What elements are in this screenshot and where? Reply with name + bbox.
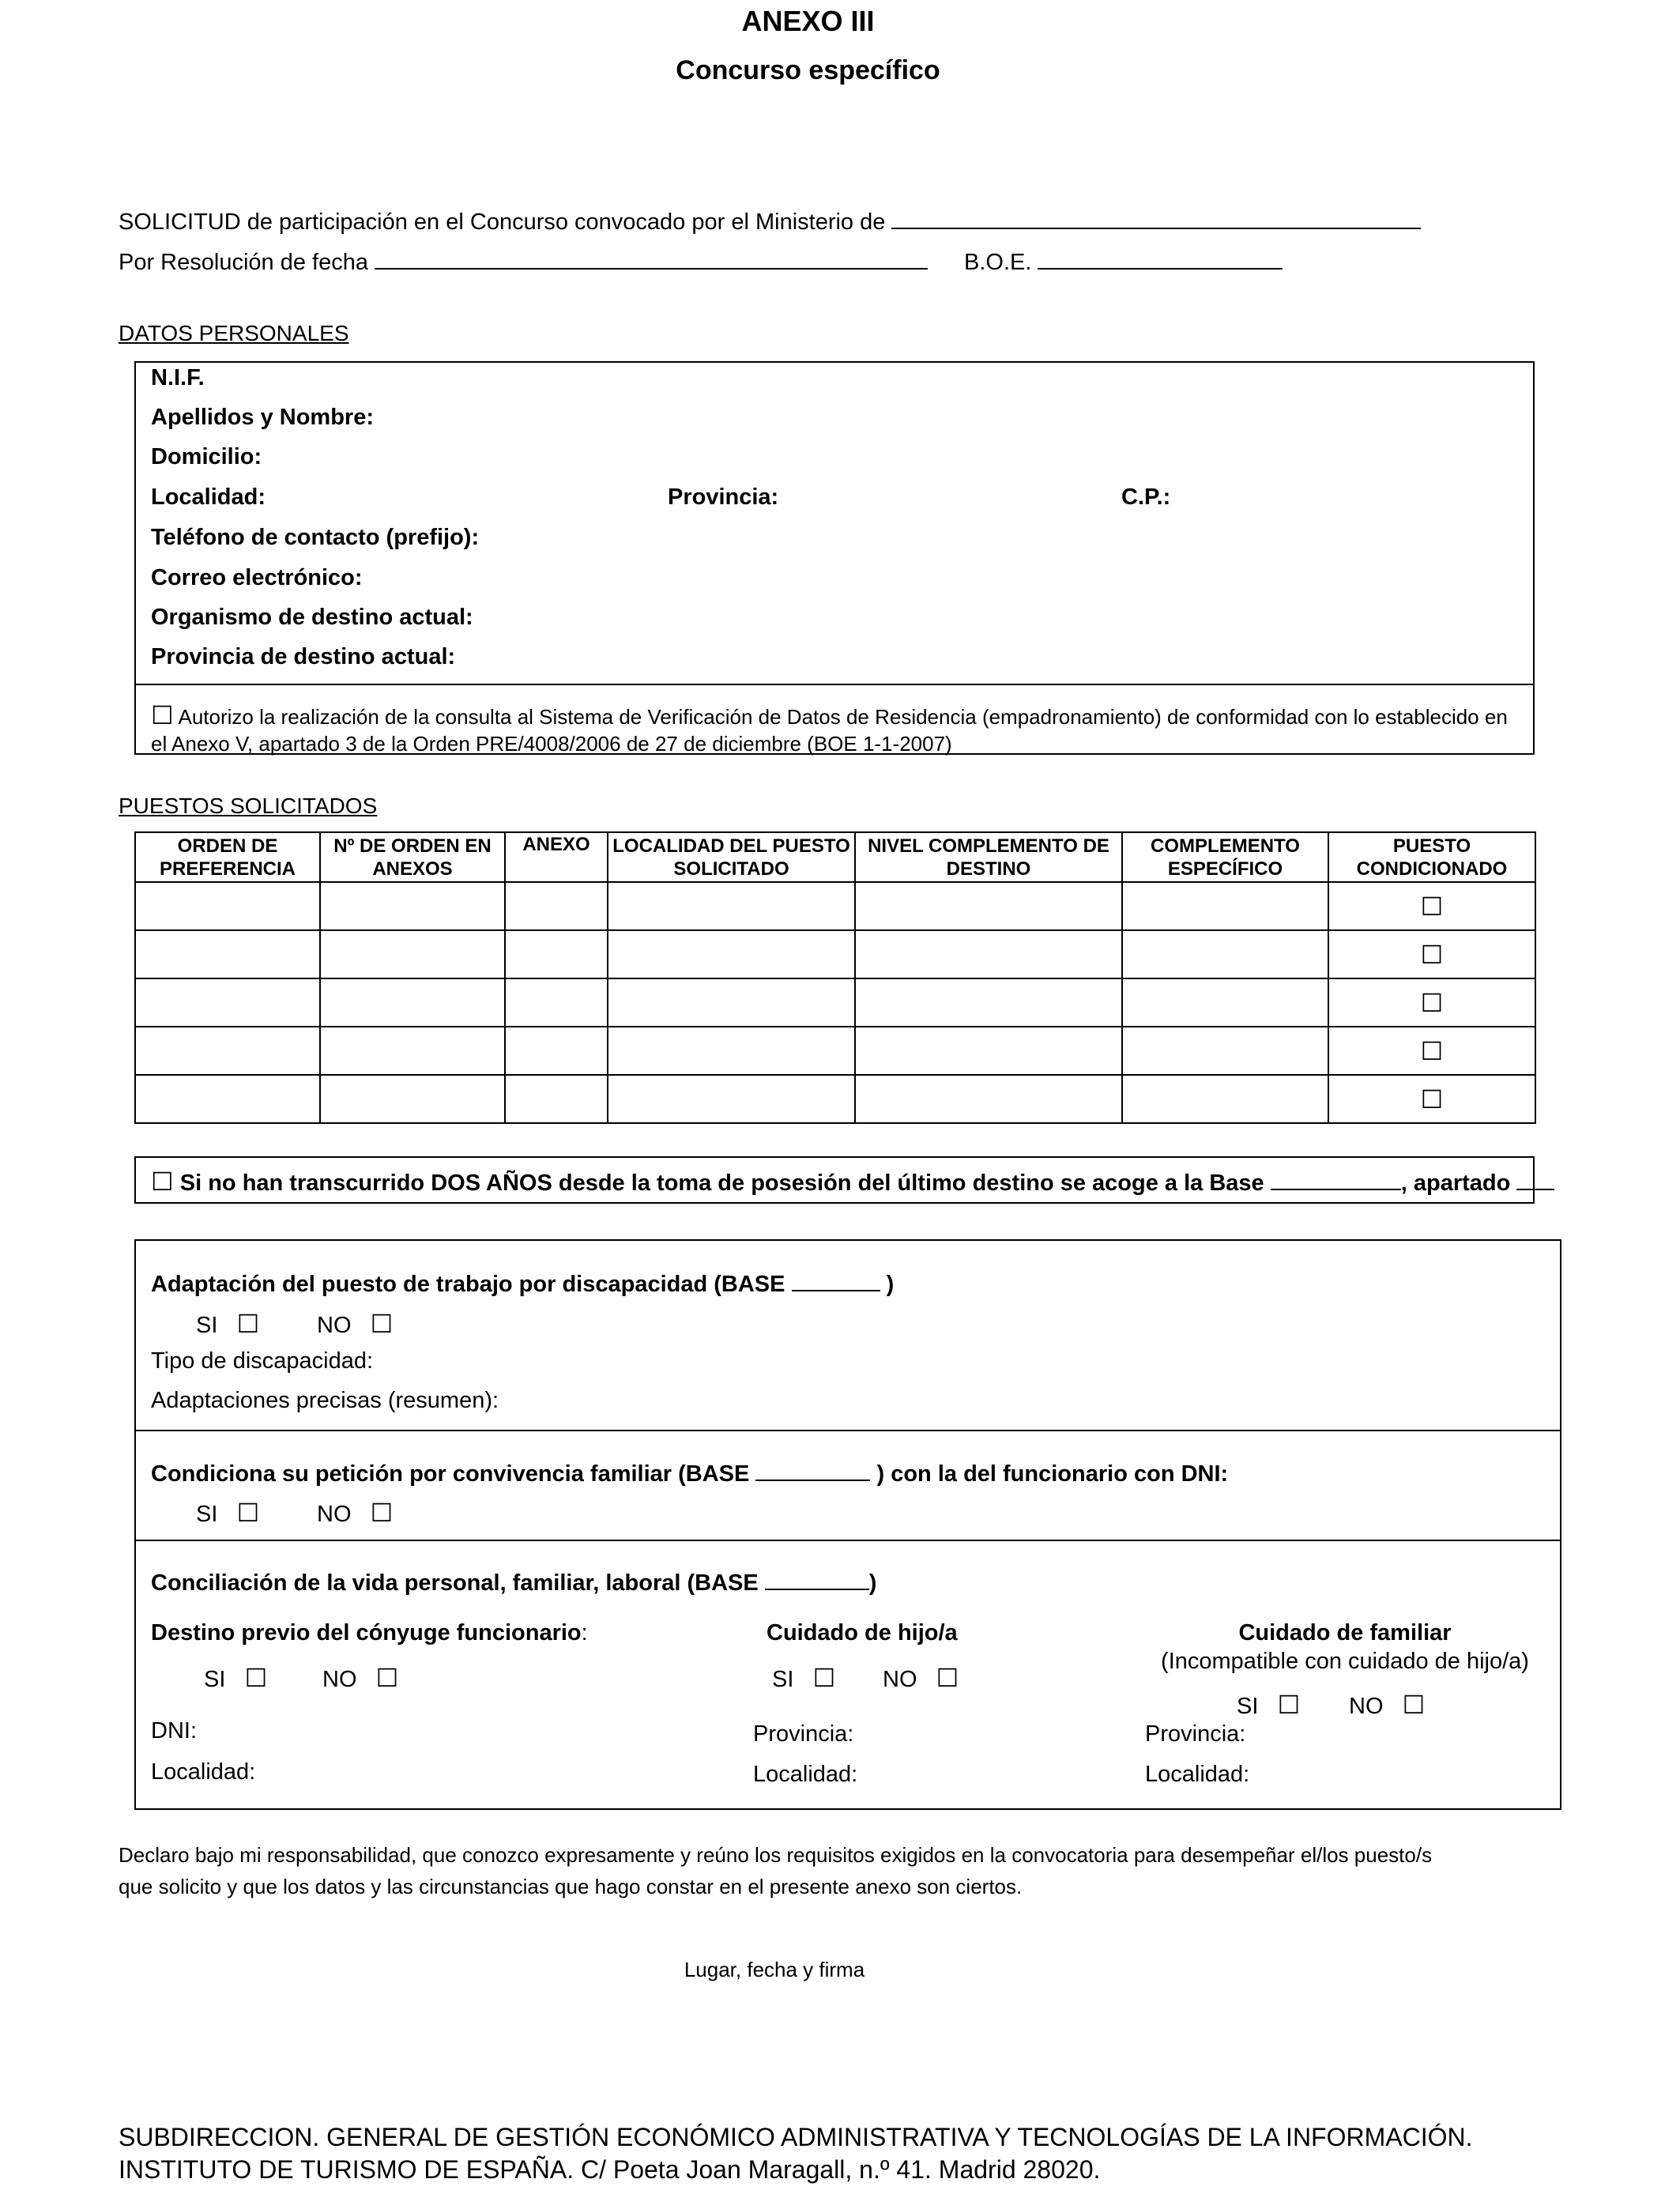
- cell-complemento[interactable]: [1122, 978, 1328, 1027]
- adaptacion-si-label: SI: [196, 1313, 218, 1338]
- provincia-destino-label: Provincia de destino actual:: [151, 644, 456, 669]
- provincia-label: Provincia:: [668, 484, 779, 510]
- declaracion-line1: Declaro bajo mi responsabilidad, que conozco expresamente y reúno los requisitos exigidos en la convocatoria para desempeñar el/los puesto/s: [119, 1843, 1433, 1867]
- dos-anos-text-c: desde la toma de posesión del último destino se acoge a la Base: [552, 1171, 1264, 1196]
- cell-orden[interactable]: [135, 1027, 320, 1075]
- cell-orden[interactable]: [135, 930, 320, 978]
- cell-num[interactable]: [320, 930, 505, 978]
- familiar-no-option: [1349, 1690, 1425, 1720]
- apellidos-label: Apellidos y Nombre:: [151, 405, 374, 430]
- cell-anexo[interactable]: [505, 1027, 608, 1075]
- localidad-conyuge-label: Localidad:: [151, 1759, 256, 1785]
- checkbox-icon[interactable]: ☐: [1420, 1084, 1444, 1114]
- cell-nivel[interactable]: [855, 882, 1122, 930]
- cell-num[interactable]: [320, 978, 505, 1027]
- cell-orden[interactable]: [135, 882, 320, 930]
- dos-anos-text-b: DOS AÑOS: [431, 1171, 552, 1196]
- destino-si-checkbox-icon[interactable]: ☐: [244, 1663, 268, 1693]
- cell-num[interactable]: [320, 1027, 505, 1075]
- telefono-label: Teléfono de contacto (prefijo):: [151, 525, 480, 550]
- cell-condicionado: [1328, 882, 1535, 930]
- autorizo-text-1: Autorizo la realización de la consulta al Sistema de Verificación de Datos de Residencia (empadronamiento) de conformidad con lo establecido en: [178, 705, 1508, 729]
- cell-orden[interactable]: [135, 978, 320, 1027]
- destino-no-option: [322, 1663, 398, 1693]
- col-complemento: COMPLEMENTO ESPECÍFICO: [1122, 832, 1328, 882]
- resolucion-fecha-field[interactable]: [375, 246, 928, 270]
- apartado-field[interactable]: [1516, 1167, 1554, 1190]
- cell-localidad[interactable]: [608, 882, 855, 930]
- checkbox-icon[interactable]: ☐: [1420, 1035, 1444, 1066]
- checkbox-icon[interactable]: ☐: [1420, 987, 1444, 1018]
- document-subtitle: Concurso específico: [676, 55, 940, 85]
- col-orden-preferencia: ORDEN DE PREFERENCIA: [135, 832, 320, 882]
- provincia-hijo-label: Provincia:: [753, 1721, 854, 1747]
- conciliacion-title: [151, 1566, 876, 1596]
- firma-label: Lugar, fecha y firma: [684, 1958, 865, 1981]
- convivencia-base-field[interactable]: [755, 1457, 870, 1481]
- cell-nivel[interactable]: [855, 978, 1122, 1027]
- cell-anexo[interactable]: [505, 978, 608, 1027]
- familiar-si-option: [1237, 1690, 1300, 1720]
- autorizo-text-2: el Anexo V, apartado 3 de la Orden PRE/4008/2006 de 27 de diciembre (BOE 1-1-2007): [151, 732, 952, 756]
- destino-si-label: SI: [204, 1667, 226, 1692]
- cell-nivel[interactable]: [855, 1027, 1122, 1075]
- hijo-no-label: NO: [883, 1667, 917, 1692]
- table-row: [135, 978, 1535, 1027]
- boe-field[interactable]: [1038, 246, 1283, 270]
- table-row: [135, 1075, 1535, 1123]
- adaptacion-si-option: [196, 1309, 259, 1339]
- cell-localidad[interactable]: [608, 1027, 855, 1075]
- destino-previo-colon: :: [581, 1620, 588, 1646]
- solicitud-text: SOLICITUD de participación en el Concurso convocado por el Ministerio de: [119, 209, 886, 235]
- resolucion-text: Por Resolución de fecha: [119, 250, 368, 275]
- cell-anexo[interactable]: [505, 1075, 608, 1123]
- cuidado-hijo-label: Cuidado de hijo/a: [767, 1620, 958, 1646]
- declaracion-line2: que solicito y que los datos y las circunstancias que hago constar en el presente anexo son ciertos.: [119, 1875, 1023, 1898]
- nif-label: N.I.F.: [151, 365, 205, 390]
- col-num-orden: Nº DE ORDEN EN ANEXOS: [320, 832, 505, 882]
- condiciones-box: [134, 1239, 1561, 1810]
- familiar-si-checkbox-icon[interactable]: ☐: [1277, 1690, 1301, 1720]
- cell-nivel[interactable]: [855, 930, 1122, 978]
- convivencia-si-label: SI: [196, 1502, 218, 1527]
- convivencia-si-checkbox-icon[interactable]: ☐: [236, 1498, 260, 1528]
- adaptacion-title: [151, 1268, 894, 1298]
- destino-previo-label: [151, 1620, 588, 1646]
- col-localidad: LOCALIDAD DEL PUESTO SOLICITADO: [608, 832, 855, 882]
- datos-personales-box: [134, 361, 1535, 755]
- cell-nivel[interactable]: [855, 1075, 1122, 1123]
- cell-anexo[interactable]: [505, 930, 608, 978]
- destino-si-option: [204, 1663, 267, 1693]
- divider: [136, 1430, 1560, 1431]
- puestos-table: [134, 831, 1536, 1124]
- dos-anos-text-d: , apartado: [1400, 1171, 1511, 1196]
- adaptacion-title-text: Adaptación del puesto de trabajo por discapacidad (BASE: [151, 1272, 785, 1297]
- base-field[interactable]: [1271, 1167, 1401, 1190]
- boe-label: B.O.E.: [964, 250, 1032, 275]
- destino-no-checkbox-icon[interactable]: ☐: [375, 1663, 399, 1693]
- conciliacion-title-end: ): [868, 1570, 877, 1596]
- divider: [136, 684, 1533, 685]
- dos-anos-checkbox-icon[interactable]: ☐: [151, 1167, 174, 1197]
- dos-anos-box: [134, 1156, 1535, 1204]
- convivencia-title-text: Condiciona su petición por convivencia familiar (BASE: [151, 1461, 750, 1487]
- table-row: [135, 930, 1535, 978]
- familiar-no-checkbox-icon[interactable]: ☐: [1402, 1690, 1426, 1720]
- adaptacion-no-label: NO: [317, 1313, 352, 1338]
- cell-condicionado: [1328, 930, 1535, 978]
- destino-no-label: NO: [322, 1667, 357, 1692]
- dos-anos-text-a: Si no han transcurrido: [179, 1171, 431, 1196]
- cell-condicionado: [1328, 1075, 1535, 1123]
- convivencia-no-option: [317, 1498, 393, 1528]
- familiar-si-label: SI: [1237, 1694, 1259, 1719]
- table-row: [135, 1027, 1535, 1075]
- hijo-no-option: [883, 1663, 959, 1693]
- dni-label: DNI:: [151, 1718, 197, 1744]
- resolucion-line: [119, 246, 928, 276]
- familiar-no-label: NO: [1349, 1694, 1384, 1719]
- divider: [136, 1540, 1560, 1541]
- cell-orden[interactable]: [135, 1075, 320, 1123]
- localidad-hijo-label: Localidad:: [753, 1762, 858, 1787]
- tipo-discapacidad-label: Tipo de discapacidad:: [151, 1348, 374, 1374]
- table-row: [135, 882, 1535, 930]
- cell-localidad[interactable]: [608, 930, 855, 978]
- convivencia-no-checkbox-icon[interactable]: ☐: [370, 1498, 394, 1528]
- ministerio-field[interactable]: [891, 205, 1421, 229]
- puestos-heading: PUESTOS SOLICITADOS: [119, 794, 378, 818]
- convivencia-title: [151, 1457, 1228, 1487]
- datos-personales-heading: DATOS PERSONALES: [119, 321, 349, 345]
- cell-localidad[interactable]: [608, 1075, 855, 1123]
- domicilio-label: Domicilio:: [151, 444, 262, 469]
- document-title: ANEXO III: [741, 5, 875, 37]
- cell-complemento[interactable]: [1122, 1075, 1328, 1123]
- hijo-si-option: [772, 1663, 835, 1693]
- adaptacion-no-checkbox-icon[interactable]: ☐: [370, 1309, 394, 1339]
- correo-label: Correo electrónico:: [151, 565, 363, 590]
- convivencia-si-option: [196, 1498, 259, 1528]
- cell-localidad[interactable]: [608, 978, 855, 1027]
- destino-previo-text: Destino previo del cónyuge funcionario: [151, 1620, 582, 1646]
- localidad-familiar-label: Localidad:: [1145, 1762, 1250, 1787]
- hijo-si-checkbox-icon[interactable]: ☐: [812, 1663, 836, 1693]
- cell-complemento[interactable]: [1122, 1027, 1328, 1075]
- puestos-header-row: [135, 832, 1535, 882]
- cell-anexo[interactable]: [505, 882, 608, 930]
- localidad-label: Localidad:: [151, 484, 266, 510]
- boe-line: [964, 246, 1283, 276]
- col-nivel: NIVEL COMPLEMENTO DE DESTINO: [855, 832, 1122, 882]
- cell-condicionado: [1328, 978, 1535, 1027]
- footer-line1: SUBDIRECCION. GENERAL DE GESTIÓN ECONÓMICO ADMINISTRATIVA Y TECNOLOGÍAS DE LA INFORMACIÓN.: [119, 2123, 1473, 2151]
- cell-num[interactable]: [320, 1075, 505, 1123]
- adaptaciones-label: Adaptaciones precisas (resumen):: [151, 1388, 499, 1413]
- autorizo-checkbox-icon[interactable]: ☐: [151, 700, 174, 730]
- cuidado-familiar-label: Cuidado de familiar: [1238, 1620, 1452, 1646]
- conciliacion-base-field[interactable]: [765, 1566, 869, 1590]
- cell-num[interactable]: [320, 882, 505, 930]
- cell-complemento[interactable]: [1122, 882, 1328, 930]
- adaptacion-no-option: [317, 1309, 393, 1339]
- autorizo-line1: [151, 700, 1508, 730]
- checkbox-icon[interactable]: ☐: [1420, 939, 1444, 970]
- footer-line2: INSTITUTO DE TURISMO DE ESPAÑA. C/ Poeta Joan Maragall, n.º 41. Madrid 28020.: [119, 2155, 1101, 2184]
- col-anexo: ANEXO: [505, 832, 608, 882]
- hijo-si-label: SI: [772, 1667, 794, 1692]
- dos-anos-line: [151, 1167, 1554, 1197]
- cell-complemento[interactable]: [1122, 930, 1328, 978]
- cell-condicionado: [1328, 1027, 1535, 1075]
- incompatible-note: (Incompatible con cuidado de hijo/a): [1161, 1649, 1529, 1674]
- conciliacion-title-text: Conciliación de la vida personal, familiar, laboral (BASE: [151, 1570, 759, 1596]
- adaptacion-base-field[interactable]: [792, 1268, 880, 1291]
- hijo-no-checkbox-icon[interactable]: ☐: [936, 1663, 959, 1693]
- convivencia-title-end: ) con la del funcionario con DNI:: [876, 1461, 1229, 1487]
- checkbox-icon[interactable]: ☐: [1420, 891, 1444, 922]
- solicitud-line: [119, 205, 1421, 236]
- cp-label: C.P.:: [1121, 484, 1171, 510]
- adaptacion-si-checkbox-icon[interactable]: ☐: [236, 1309, 260, 1339]
- col-condicionado: PUESTO CONDICIONADO: [1328, 832, 1535, 882]
- provincia-familiar-label: Provincia:: [1145, 1721, 1246, 1747]
- organismo-label: Organismo de destino actual:: [151, 605, 473, 630]
- convivencia-no-label: NO: [317, 1502, 352, 1527]
- adaptacion-title-end: ): [886, 1272, 895, 1297]
